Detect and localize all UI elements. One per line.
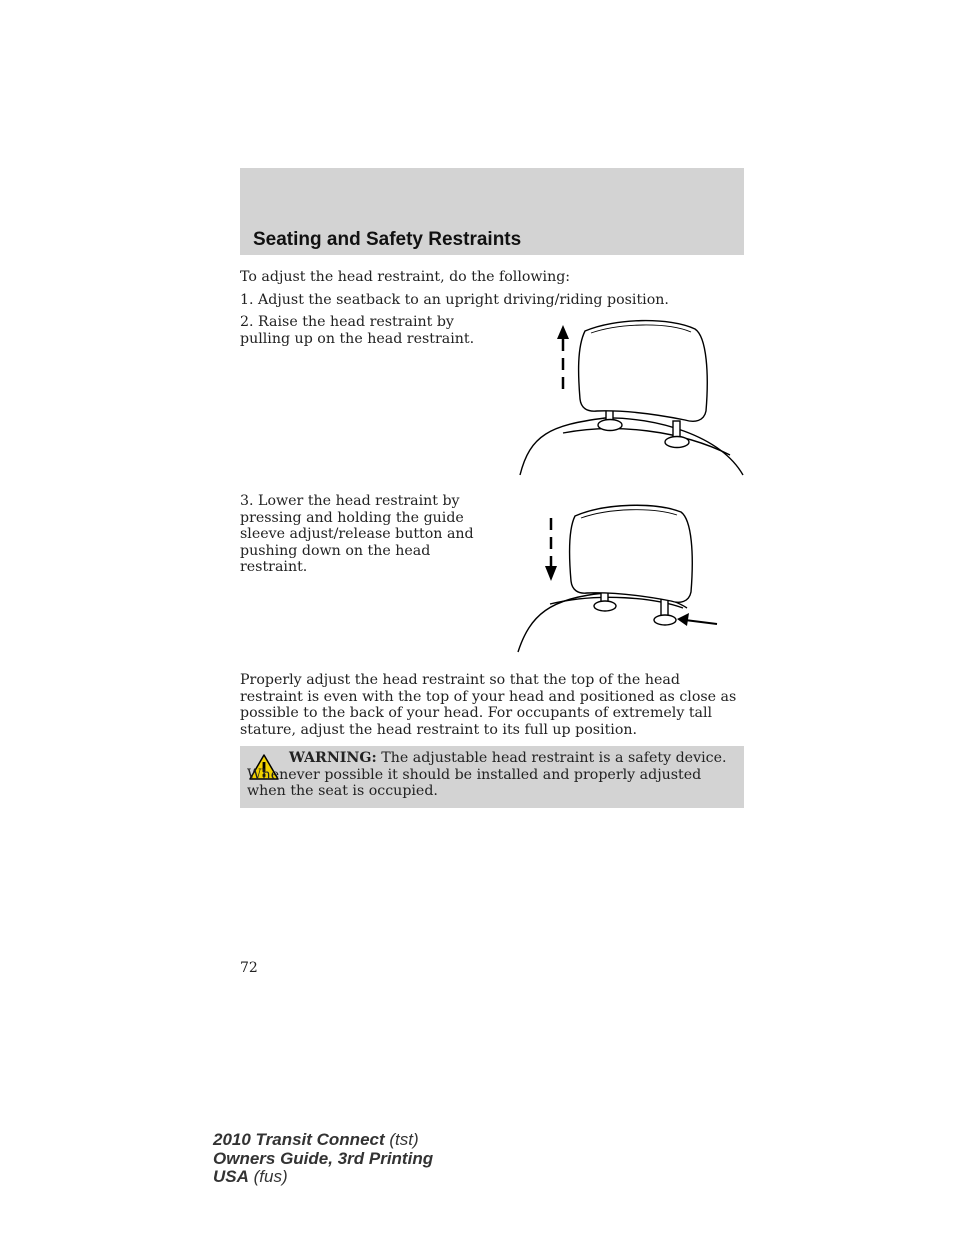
warning-box bbox=[240, 746, 744, 808]
page-number: 72 bbox=[240, 960, 258, 976]
footer-line-1 bbox=[213, 1131, 433, 1150]
intro-text: To adjust the head restraint, do the following: bbox=[240, 269, 571, 285]
footer-line-3 bbox=[213, 1168, 433, 1187]
section-header-band bbox=[240, 168, 744, 255]
warning-label: WARNING: bbox=[289, 750, 377, 766]
footer-model: 2010 Transit Connect bbox=[213, 1130, 385, 1149]
step-2-text: 2. Raise the head restraint by pulling up on the head restraint. bbox=[240, 314, 475, 347]
adjustment-guidance-text: Properly adjust the head restraint so that the top of the head restraint is even with the top of your head and positioned as close as possible to the back of your head. For occupants of extremely tall stature, adjust the head restraint to its full up position. bbox=[240, 672, 737, 738]
release-button-pointer-icon bbox=[677, 613, 717, 626]
raise-head-restraint-illustration bbox=[505, 315, 750, 480]
footer-market-code: (fus) bbox=[248, 1167, 288, 1186]
headrest-shape bbox=[579, 321, 708, 422]
footer-edition: Owners Guide, 3rd Printing bbox=[213, 1148, 434, 1168]
up-arrow-icon bbox=[557, 325, 569, 389]
warning-text bbox=[247, 750, 733, 800]
step-1-text: 1. Adjust the seatback to an upright driving/riding position. bbox=[240, 292, 669, 308]
document-footer bbox=[213, 1131, 433, 1187]
footer-model-code: (tst) bbox=[384, 1130, 419, 1149]
section-title: Seating and Safety Restraints bbox=[253, 229, 522, 250]
seatback-shape bbox=[520, 418, 743, 475]
footer-market: USA bbox=[213, 1167, 249, 1186]
lower-head-restraint-illustration bbox=[505, 500, 730, 656]
step-3-text: 3. Lower the head restraint by pressing and holding the guide sleeve adjust/release button and pushing down on the head restraint. bbox=[240, 493, 474, 575]
headrest-shape bbox=[570, 505, 693, 602]
down-arrow-icon bbox=[545, 518, 557, 581]
warning-message: The adjustable head restraint is a safety device. Whenever possible it should be installed and properly adjusted when the seat is occupied. bbox=[247, 750, 727, 799]
